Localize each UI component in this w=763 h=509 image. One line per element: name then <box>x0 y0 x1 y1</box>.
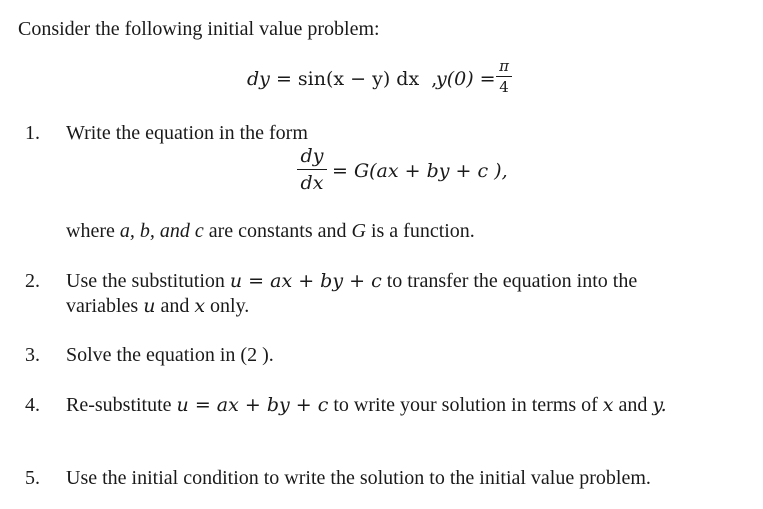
step-1-formula-rhs: = G(ax + by + c ), <box>332 160 508 182</box>
step-2-pre: Use the substitution <box>66 270 225 292</box>
step-4-and: and <box>618 394 648 416</box>
ivp-separator: , <box>431 68 438 90</box>
step-2-substitution: u = ax + by + c <box>229 270 382 292</box>
step-5-text: Use the initial condition to write the solution to the initial value problem. <box>66 467 651 489</box>
step-1-text: Write the equation in the form <box>66 122 308 144</box>
step-2-var-x: x <box>194 295 206 317</box>
step-4-var-y: y. <box>652 394 667 416</box>
step-3-number: 3. <box>25 344 40 366</box>
step-4-pre: Re-substitute <box>66 394 172 416</box>
intro-text: Consider the following initial value problem: <box>18 18 380 40</box>
step-4-number: 4. <box>25 394 40 416</box>
ivp-equals: = <box>275 68 292 90</box>
step-4-post: to write your solution in terms of <box>333 394 598 416</box>
ivp-condition <box>436 68 496 90</box>
ivp-lhs: dy <box>247 68 270 90</box>
ivp-condition-numerator: π <box>499 57 509 75</box>
step-4-var-x: x <box>602 394 614 416</box>
step-4-substitution: u = ax + by + c <box>176 394 329 416</box>
ivp-equation <box>247 68 437 90</box>
step-1-note-post: is a function. <box>370 220 475 242</box>
step-1-denominator: dx <box>300 172 324 194</box>
step-1-note-pre: where <box>66 220 115 242</box>
fraction-bar <box>297 169 327 170</box>
step-2-line-1 <box>66 270 637 293</box>
step-2-var-u: u <box>143 295 156 317</box>
step-2-number: 2. <box>25 270 40 292</box>
fraction-bar <box>496 76 512 77</box>
step-2-line-2 <box>66 295 249 318</box>
ivp-condition-fraction <box>496 57 512 96</box>
step-1-number: 1. <box>25 122 40 144</box>
step-1-note-vars: a, b, and c <box>119 220 204 242</box>
ivp-condition-lhs: y(0) = <box>436 68 496 90</box>
step-1-numerator: dy <box>300 145 324 167</box>
step-1-note <box>66 220 475 243</box>
step-5-number: 5. <box>25 467 40 489</box>
step-1-fraction <box>297 145 327 194</box>
step-2-and: and <box>160 295 190 317</box>
step-1-note-mid: are constants and <box>208 220 347 242</box>
ivp-condition-denominator: 4 <box>499 78 509 96</box>
ivp-rhs: sin(x − y) dx <box>297 68 420 90</box>
step-1-note-g: G <box>351 220 366 242</box>
step-4-text <box>66 394 667 417</box>
step-2-post: to transfer the equation into the <box>386 270 638 292</box>
step-2-line2-pre: variables <box>66 295 139 317</box>
step-2-only: only. <box>210 295 250 317</box>
step-3-text: Solve the equation in (2 ). <box>66 344 274 366</box>
